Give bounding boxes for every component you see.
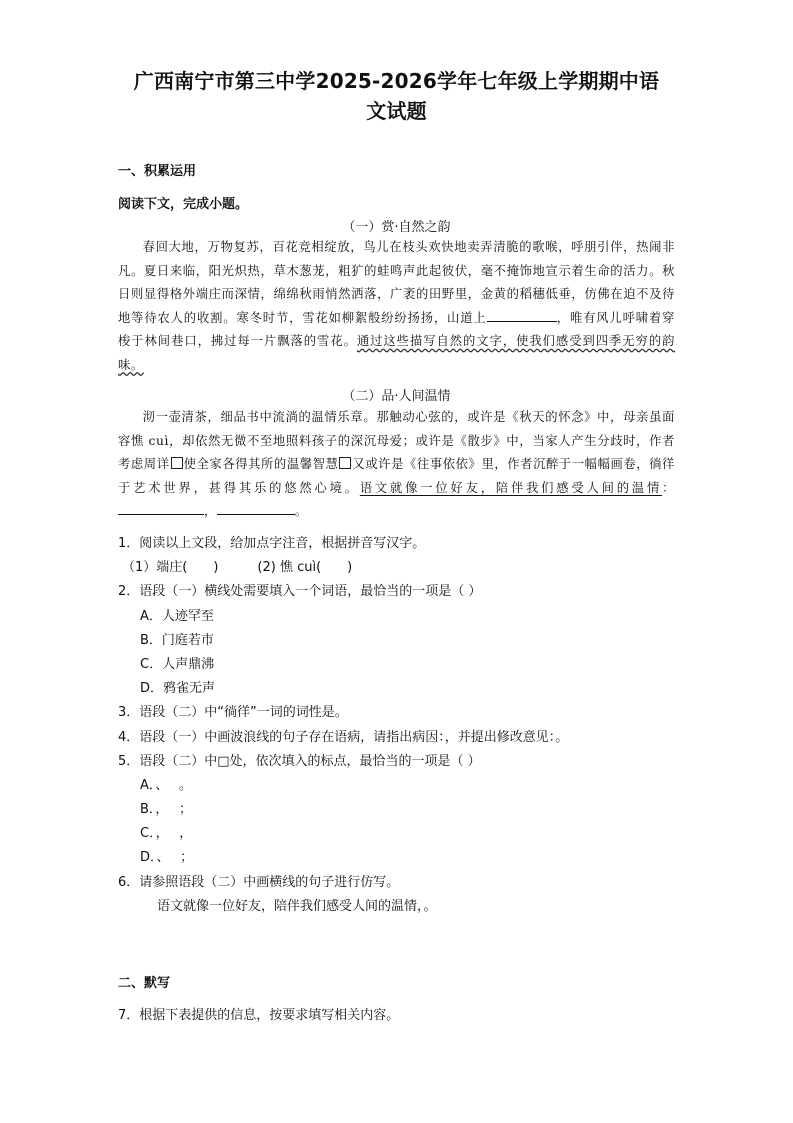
q2-option-d[interactable]: D．鸦雀无声 bbox=[140, 681, 216, 696]
passage-2-underlined-sentence: 语文就像一位好友，陪伴我们感受人间的温情 bbox=[359, 480, 663, 495]
passage-1-text-a: 春回大地，万物复苏，百花竞相绽放，鸟儿在枝头欢快地卖弄清脆的歌喉，呼朋引伴，热闹非凡。夏日来临，阳光炽热，草木葱茏，粗犷的蛙鸣声此起彼伏，毫不掩饰地宣示着生命的活力。秋日则显得格外端庄而深情，绵绵秋雨悄然洒落，广袤的田野里，金黄的稻穗低垂，仿佛在迫不及待地等待农人的收割。寒冬时节，雪花如柳絮般纷纷扬扬，山道上 bbox=[118, 240, 675, 325]
punctuation-box-1[interactable] bbox=[171, 457, 183, 469]
passage-2-comma: ， bbox=[204, 504, 217, 518]
title-line-2: 文试题 bbox=[366, 99, 427, 123]
q5-option-c[interactable]: C．， ， bbox=[140, 826, 193, 841]
passage-2-text-a: 沏一壶清茶，细品书中流淌的温情乐章。那触动心弦的，或许是《秋天的怀念》中，母亲虽面容憔 cuì，却依然无微不至地照料孩子的深沉母爱；或许是《散步》中，当家人产生分歧时，作者考虑周详 bbox=[118, 410, 675, 471]
passage-1-wavy-sentence: 通过这些描写自然的文字，使我们感受到四季无穷的韵味。 bbox=[118, 334, 675, 372]
question-4: 4．语段（一）中画波浪线的句子存在语病，请指出病因：，并提出修改意见：。 bbox=[118, 730, 569, 745]
q2-option-a[interactable]: A．人迹罕至 bbox=[140, 609, 214, 624]
page-title bbox=[118, 66, 675, 126]
reading-instruction: 阅读下文，完成小题。 bbox=[118, 197, 249, 212]
passage-2-colon: ： bbox=[662, 480, 675, 495]
passage-1-text-b: ，唯有风儿呼啸着穿梭于林间巷口，拂过每一片飘落的雪花。 bbox=[118, 310, 675, 348]
punctuation-box-2[interactable] bbox=[339, 457, 351, 469]
imitation-blank-1[interactable] bbox=[118, 500, 204, 515]
passage-2-subtitle: （二）品·人间温情 bbox=[342, 389, 451, 404]
passage-2-body bbox=[118, 406, 675, 524]
question-3: 3．语段（二）中“徜徉”一词的词性是。 bbox=[118, 705, 348, 720]
passage-1-body bbox=[118, 236, 675, 377]
question-7: 7．根据下表提供的信息，按要求填写相关内容。 bbox=[118, 1008, 400, 1023]
q2-option-b[interactable]: B．门庭若市 bbox=[140, 633, 214, 648]
passage-1-subtitle: （一）赏·自然之韵 bbox=[342, 220, 451, 235]
passage-2-period: 。 bbox=[294, 504, 308, 518]
passage-2-text-c: 又或许是《往事依依》里，作者沉醉于一幅幅画卷，徜徉于艺术世界，甚得其乐的悠然心境。 bbox=[118, 457, 675, 495]
question-5: 5．语段（二）中□处，依次填入的标点，最恰当的一项是（ ） bbox=[118, 754, 481, 769]
question-6-prompt: 语文就像一位好友，陪伴我们感受人间的温情，。 bbox=[157, 899, 437, 914]
q5-option-d[interactable]: D．、 ； bbox=[140, 850, 194, 865]
title-line-1: 广西南宁市第三中学2025-2026学年七年级上学期期中语 bbox=[133, 69, 660, 93]
q5-option-a[interactable]: A．、 。 bbox=[140, 778, 193, 793]
section-heading-dictation: 二、默写 bbox=[118, 976, 171, 991]
q2-option-c[interactable]: C．人声鼎沸 bbox=[140, 657, 215, 672]
question-6: 6．请参照语段（二）中画横线的句子进行仿写。 bbox=[118, 875, 400, 890]
section-heading-accumulation: 一、积累运用 bbox=[118, 164, 197, 179]
question-2: 2．语段（一）横线处需要填入一个词语，最恰当的一项是（ ） bbox=[118, 584, 482, 599]
imitation-blank-2[interactable] bbox=[217, 500, 295, 515]
q5-option-b[interactable]: B．， ； bbox=[140, 802, 193, 817]
passage-2-text-b: 使全家各得其所的温馨智慧 bbox=[183, 457, 339, 471]
question-1-items: （1）端庄( ) (2) 憔 cuì( ) bbox=[122, 560, 353, 575]
question-1: 1．阅读以上文段，给加点字注音，根据拼音写汉字。 bbox=[118, 536, 426, 551]
passage-1-fill-blank[interactable] bbox=[487, 307, 557, 322]
